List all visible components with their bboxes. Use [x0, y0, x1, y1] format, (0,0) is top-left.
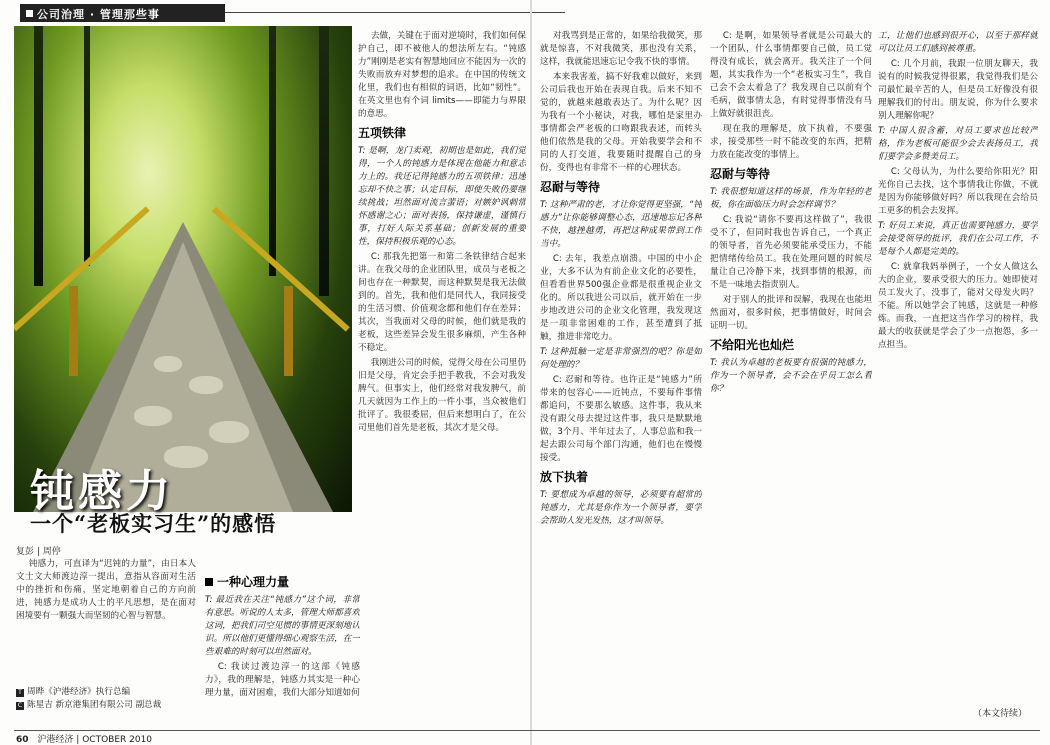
- paragraph: T: 这种抵触一定是非常强烈的吧？你是如何处理的？: [540, 347, 702, 370]
- paragraph: T: 我很想知道这样的场景，作为年轻的老板，你在面临压力时会怎样调节？: [710, 187, 872, 210]
- paragraph: 对于别人的批评和误解，我现在也能坦然面对，很多时候，把事情做好，时间会证明一切。: [710, 295, 872, 331]
- railing-post: [69, 286, 78, 376]
- author-line: [16, 699, 206, 712]
- author-mark: T: [16, 689, 24, 697]
- railing-post: [284, 286, 293, 376]
- bottom-rule: [14, 730, 1040, 731]
- section-heading: 不给阳光也灿烂: [710, 338, 795, 352]
- paragraph: C: 我读过渡边淳一的这部《钝感力》，我的理解是，钝感力其实是一种心理力量，面对困难，我们大部分知道如何: [205, 662, 360, 698]
- column-5: [710, 30, 872, 725]
- author-text: 周晔《沪港经济》执行总编: [27, 687, 131, 697]
- path-stone: [134, 406, 172, 426]
- paragraph: 去做，关键在于面对逆境时，我们如何保护自己，即不被他人的想法所左右。“钝感力”刚刚是老实有智慧地回应不能因为一次的失败而放弃对梦想的追求。在中国的传统文化里，我们也有相似的词语，比如“韧性”。在英文里也有个词 limits——即能力与界限的意思。: [358, 31, 526, 119]
- heading-dot-icon: [205, 578, 213, 586]
- authors-block: [16, 686, 206, 712]
- page-number: 60: [16, 735, 29, 745]
- paragraph: 对我骂到是正常的，如果给我微笑，那就是惊喜，不对我微笑，那也没有关系，这样，我就能迅速忘记令我不快的事情。: [540, 31, 702, 67]
- section-heading: 五项铁律: [358, 126, 407, 140]
- paragraph: T: 这种严肃的老，才让你觉得更坚强，“钝感力”让你能够调整心态，迅速地忘记各种不快，越挫越勇，再把这种成果带到工作当中。: [540, 200, 702, 249]
- paragraph: T: 最近我在关注“钝感力”这个词，非常有意思。听说的人太多，管理大师都喜欢这词，把我们司空见惯的事情更深刻地认识。所以他们更懂得细心观察生活，在一些艰难的时刻可以坦然面对。: [205, 595, 360, 657]
- section-header-bar: [20, 4, 225, 22]
- paragraph: C: 那我先把第一和第二条铁律结合起来讲。在我父母的企业团队里，成员与老板之间也存在一种默契，而这种默契是我无法做到的。首先，我和他们是同代人，我同接受的生活习惯、价值观念都和他们存在差异；其次，当我面对父母的时候，他们就是我的老板，这些差异会发生很多麻烦，产生各种不稳定。: [358, 252, 526, 353]
- paragraph: C: 父母认为，为什么要给你阳光？阳光你自己去找，这个事情我让你做，不就是因为你能够做好吗？所以我现在会给员工更多的机会去发挥。: [878, 167, 1038, 216]
- column-2: [205, 570, 360, 725]
- paragraph: C: 是啊，如果领导者就是公司最大的一个团队，什么事情都要自己做，员工觉得没有成长，就会离开。我关注了一个问题，其实我作为一个“老板实习生”，我自己会不会太着急了？我发现自己以前有个毛病，做事情太急，有时觉得事情没有马上做好就很沮丧。: [710, 31, 872, 119]
- column-4: [540, 30, 702, 725]
- intro-column: [16, 558, 196, 683]
- forest-path-photo: [14, 26, 352, 512]
- paragraph: 我刚进公司的时候，觉得父母在公司里仍旧是父母，肯定会手把手教我，不会对我发脾气。但事实上，他们经常对我发脾气，前几天就因为工作上的一件小事，当众被他们批评了。我很委屈，但后来想明白了，在公司里他们首先是老板，其次才是父母。: [358, 358, 526, 433]
- section-heading: 忍耐与等待: [710, 167, 771, 181]
- paragraph: 本来我害羞，搞不好我难以做好，来到公司后我也开始在表现自我。后来不知不觉的，就越来越敢表达了。为什么呢？因为我有一个小秘诀，对我，哪怕是家里办事情都会严老板的口吻跟我表述，而转头他们依然是我的父母。开始我要学会和不同的人打交道，我要随时提醒自己的身份，变得也有非常不一样的心理状态。: [540, 72, 702, 173]
- paragraph: T: 我认为卓越的老板要有很强的钝感力，作为一个领导者，会不会在乎员工怎么看你？: [710, 358, 872, 394]
- paragraph: C: 几个月前，我跟一位朋友聊天，我说有的时候我觉得很累，我觉得我们是公司最忙最辛苦的人，但是员工好像没有很理解我们的付出。朋友说，你为什么要求别人理解你呢？: [878, 59, 1038, 121]
- paragraph: T: 好员工来说，真正也需要钝感力，要学会接受领导的批评，我们在公司工作，不是每个人都是完美的。: [878, 221, 1038, 257]
- issue-date: OCTOBER 2010: [82, 735, 153, 745]
- page-footer: 60 沪港经济 | OCTOBER 2010: [16, 735, 153, 745]
- section-label: 公司治理 · 管理那些事: [37, 8, 160, 21]
- author-line: [16, 686, 206, 699]
- article-subtitle: 一个“老板实习生”的感悟: [30, 511, 277, 536]
- section-heading: [205, 576, 360, 589]
- intro-paragraph: 钝感力，可直译为“迟钝的力量”，由日本人文士文大师渡边淳一提出，意指从容面对生活中的挫折和伤痛，坚定地朝着自己的方向前进，钝感力是成功人士的平凡思想，是在面对困境要有一颗强大而坚韧的心智与智慧。: [16, 559, 196, 621]
- paragraph: T: 要想成为卓越的领导，必须要有超常的钝感力，尤其是你作为一个领导者，要学会帮助人发光发热，这才叫领导。: [540, 490, 702, 526]
- paragraph: C: 我说“请你不要再这样做了”，我很受不了，但同时我也告诉自己，一个真正的领导者，首先必须要能承受压力，不能把情绪传给员工。我在处理问题的时候尽量让自己冷静下来，找到事情的根源，而不是一味地去指责别人。: [710, 215, 872, 290]
- end-note: （本文待续）: [973, 709, 1028, 719]
- section-heading-text: 一种心理力量: [217, 575, 290, 589]
- path-stone: [189, 376, 223, 394]
- author-mark: C: [17, 702, 23, 709]
- column-6: [878, 30, 1038, 702]
- article-byline: 复彭 | 周停: [16, 547, 61, 557]
- article-title: 钝感力: [30, 466, 174, 517]
- path-stone: [154, 356, 182, 372]
- page-gutter: [530, 0, 532, 745]
- section-heading: 忍耐与等待: [540, 180, 601, 194]
- magazine-name: 沪港经济: [37, 735, 74, 745]
- path-stone: [209, 421, 249, 443]
- paragraph: C: 忍耐和等待。也许正是“钝感力”所带来的包容心——近钝点，不要每件事情都追问，不要那么敏感。这件事，我从来没有跟父母去提过这件事，我只是默默地做，3个月、半年过去了，人事总监和我一起去跟公司每个部门沟通，他们也在慢慢接受。: [540, 375, 702, 463]
- paragraph: C: 就拿我妈举例子，一个女人做这么大的企业，要承受很大的压力。她即使对员工发火了，没事了，能对父母发火吗？不能。所以她学会了钝感，这就是一种修炼。而我，一直把这当作学习的榜样，我最大的收获就是学会了少一点抱怨，多一点担当。: [878, 262, 1038, 350]
- paragraph: 现在我的理解是，放下执着，不要强求，接受那些一时不能改变的东西，把精力放在能改变的事情上。: [710, 124, 872, 160]
- column-3: [358, 30, 526, 720]
- section-heading: 放下执着: [540, 470, 589, 484]
- paragraph: C: 去年，我差点崩溃。中国的中小企业，大多不认为有前企业文化的必要性，但看看世界500强企业都是很重视企业文化的。所以我进公司以后，就开始在一步步地改进公司的企业文化管理，我发现这是一项非常困难的工作，甚至遭到了抵触，推进非常吃力。: [540, 254, 702, 342]
- paragraph: T: 中国人很含蓄，对员工要求也比较严格，作为老板可能很少会去表扬员工，我们要学会多赞美员工。: [878, 126, 1038, 162]
- paragraph: T: 是啊，龙门卖观，初期也是如此，我们觉得，一个人的钝感力是体现在他能力和意志力上的。我还记得钝感力的五项铁律：迅速忘却不快之事；认定目标，即使失败仍要继续挑战；坦然面对流言蜚语；对嫉妒讽刺常怀感谢之心；面对表扬，保持谦虚，谨慎行事，打好人际关系基础；创新发展的重要性，保持积极乐观的心态。: [358, 146, 526, 247]
- square-icon: [26, 10, 33, 17]
- author-text: 陈星吉 新京港集团有限公司 副总裁: [27, 700, 162, 710]
- paragraph: 工，让他们也感到很开心，以至于那样就可以让员工们感到被尊重。: [878, 31, 1038, 54]
- top-rule: [225, 12, 565, 13]
